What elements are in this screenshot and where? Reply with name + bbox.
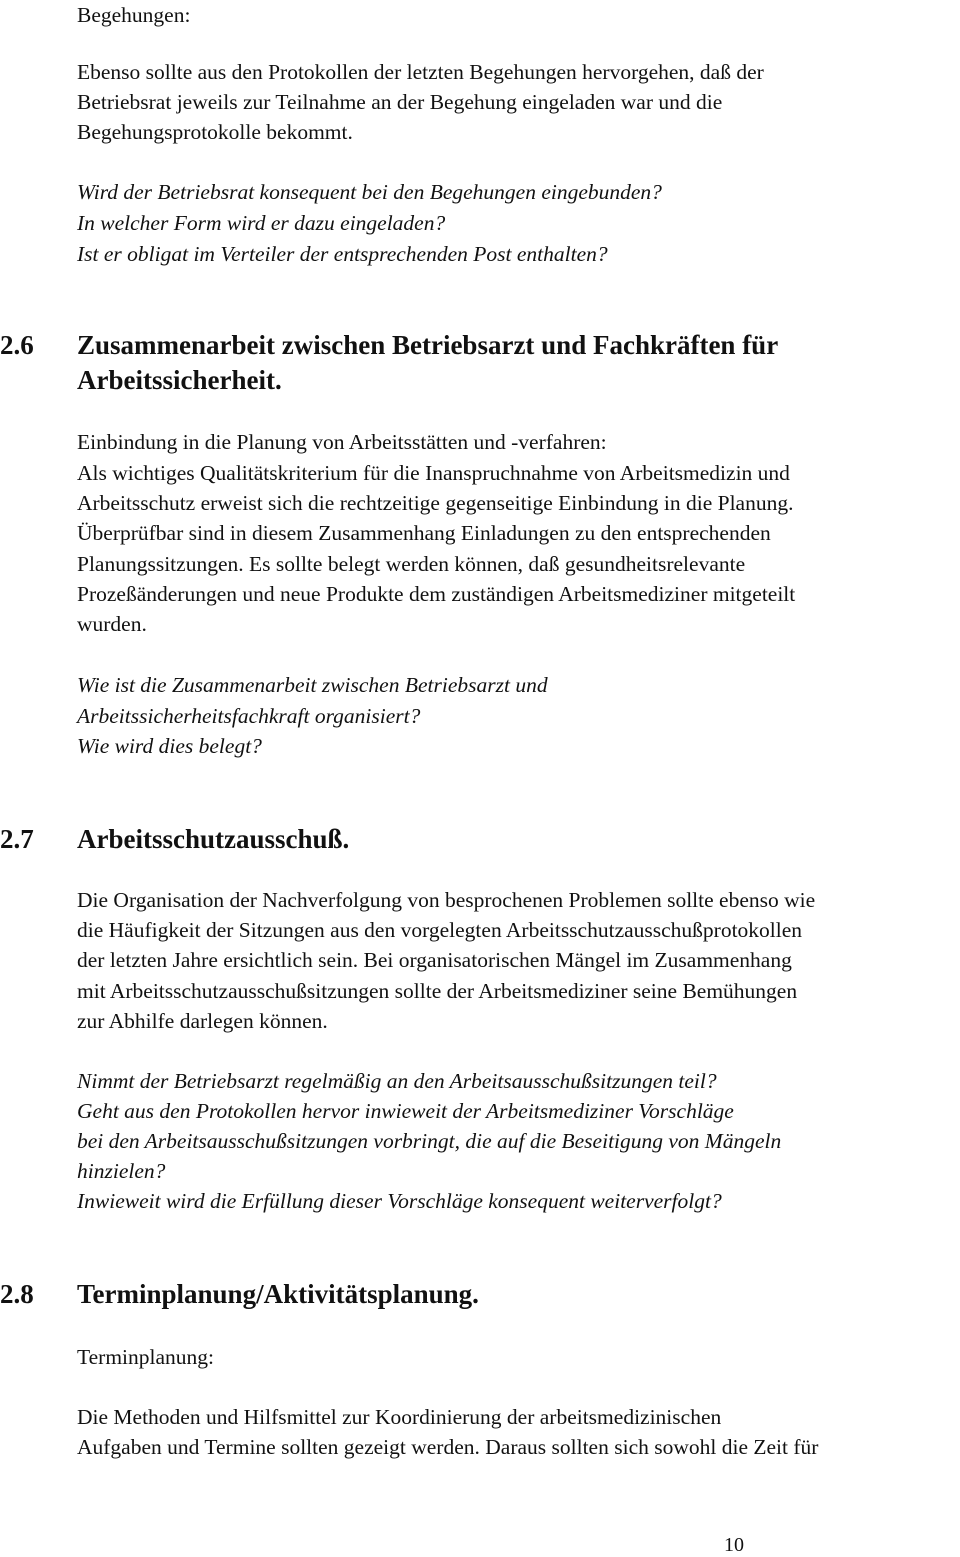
paragraph-line: Begehungsprotokolle bekommt. — [77, 120, 353, 144]
section-heading-2-7 — [0, 822, 349, 856]
question-line: Nimmt der Betriebsarzt regelmäßig an den Arbeitsausschußsitzungen teil? — [77, 1069, 717, 1093]
paragraph-line: Überprüfbar sind in diesem Zusammenhang Einladungen zu den entsprechenden — [77, 521, 771, 545]
terminplanung-label: Terminplanung: — [77, 1345, 215, 1369]
question-line: bei den Arbeitsausschußsitzungen vorbringt, die auf die Beseitigung von Mängeln — [77, 1129, 782, 1153]
section-heading-2-8 — [0, 1277, 479, 1311]
paragraph-line: Prozeßänderungen und neue Produkte dem zuständigen Arbeitsmediziner mitgeteilt — [77, 582, 796, 606]
question-line: In welcher Form wird er dazu eingeladen? — [77, 211, 446, 235]
section-title: Arbeitsschutzausschuß. — [77, 824, 350, 854]
page-number: 10 — [724, 1534, 744, 1556]
paragraph-line: Die Organisation der Nachverfolgung von besprochenen Problemen sollte ebenso wie — [77, 888, 816, 912]
paragraph-line: Als wichtiges Qualitätskriterium für die Inanspruchnahme von Arbeitsmedizin und — [77, 461, 790, 485]
paragraph-line: Die Methoden und Hilfsmittel zur Koordinierung der arbeitsmedizinischen — [77, 1405, 722, 1429]
section-title: Zusammenarbeit zwischen Betriebsarzt und Fachkräften für — [77, 330, 779, 360]
paragraph-line: Aufgaben und Termine sollten gezeigt werden. Daraus sollten sich sowohl die Zeit für — [77, 1435, 819, 1459]
section-title: Terminplanung/Aktivitätsplanung. — [77, 1279, 479, 1309]
paragraph-line: zur Abhilfe darlegen können. — [77, 1009, 328, 1033]
begehungen-label: Begehungen: — [77, 3, 191, 27]
question-line: Wie wird dies belegt? — [77, 734, 262, 758]
section-number: 2.8 — [0, 1279, 34, 1309]
section-number: 2.7 — [0, 824, 34, 854]
paragraph-line: Betriebsrat jeweils zur Teilnahme an der Begehung eingeladen war und die — [77, 90, 723, 114]
question-line: Wie ist die Zusammenarbeit zwischen Betriebsarzt und — [77, 673, 548, 697]
paragraph-line: die Häufigkeit der Sitzungen aus den vorgelegten Arbeitsschutzausschußprotokollen — [77, 918, 803, 942]
question-line: Inwieweit wird die Erfüllung dieser Vorschläge konsequent weiterverfolgt? — [77, 1189, 722, 1213]
question-line: Arbeitssicherheitsfachkraft organisiert? — [77, 704, 421, 728]
paragraph-line: der letzten Jahre ersichtlich sein. Bei organisatorischen Mängel im Zusammenhang — [77, 948, 792, 972]
question-line: Ist er obligat im Verteiler der entsprechenden Post enthalten? — [77, 242, 608, 266]
question-line: Wird der Betriebsrat konsequent bei den Begehungen eingebunden? — [77, 180, 662, 204]
question-line: Geht aus den Protokollen hervor inwieweit der Arbeitsmediziner Vorschläge — [77, 1099, 734, 1123]
section-title-continued: Arbeitssicherheit. — [77, 365, 282, 395]
paragraph-line: Einbindung in die Planung von Arbeitsstätten und -verfahren: — [77, 430, 607, 454]
paragraph-line: Planungssitzungen. Es sollte belegt werden können, daß gesundheitsrelevante — [77, 552, 746, 576]
paragraph-line: mit Arbeitsschutzausschußsitzungen sollte der Arbeitsmediziner seine Bemühungen — [77, 979, 798, 1003]
question-line: hinzielen? — [77, 1159, 166, 1183]
section-number: 2.6 — [0, 330, 34, 360]
section-heading-2-6 — [0, 328, 778, 362]
paragraph-line: Arbeitsschutz erweist sich die rechtzeitige gegenseitige Einbindung in die Planung. — [77, 491, 794, 515]
paragraph-line: wurden. — [77, 612, 147, 636]
paragraph-line: Ebenso sollte aus den Protokollen der letzten Begehungen hervorgehen, daß der — [77, 60, 764, 84]
